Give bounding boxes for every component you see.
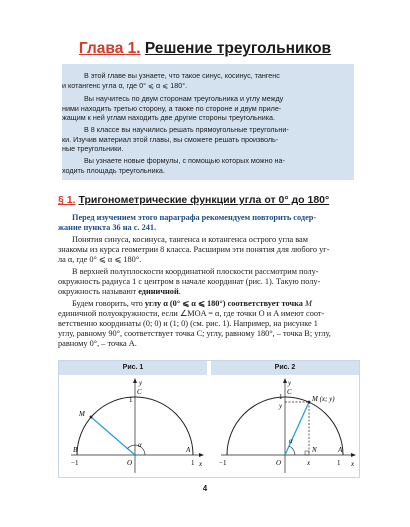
intro-line: В 8 классе вы научились решать прямоугольные треугольни- (84, 125, 289, 134)
intro-line: ними находить третью сторону, а также по стороне и двум приле- (62, 103, 282, 113)
radius-om (285, 402, 309, 455)
point-m-label: M (79, 410, 85, 418)
paragraph-line: единичной полуокружности, если ∠MOA = α, где точки O и A имеют соот- (58, 309, 325, 318)
point-m (308, 401, 311, 404)
point-a-label: A (338, 446, 343, 454)
point-m (90, 416, 93, 419)
figure-1-caption: Рис. 1 (59, 361, 207, 375)
y-axis-arrow (133, 378, 137, 383)
right-angle-mark (305, 451, 309, 455)
intro-line: В этой главе вы узнаете, что такое синус, косинус, тангенс (84, 71, 280, 80)
figure-2-point-coordinates (211, 375, 359, 477)
paragraph-line: окружность называют единичной. (58, 287, 181, 296)
paragraph-line: окружность радиуса 1 с центром в начале координат (рис. 1). Такую полу- (58, 277, 321, 286)
tick-one-y: 1 (279, 393, 283, 401)
tick-minus-one: −1 (219, 459, 227, 467)
paragraph-line: ла α, где 0° ⩽ α ⩽ 180°. (58, 255, 142, 264)
paragraph-line: Понятия синуса, косинуса, тангенса и котангенса острого угла вам (72, 235, 308, 244)
tick-one-x: 1 (191, 459, 195, 467)
x-axis-arrow (351, 453, 356, 457)
point-c-label: C (287, 388, 292, 396)
chapter-title (0, 40, 410, 58)
section-name: Тригонометрические функции угла от 0° до 180° (78, 194, 330, 206)
section-title (58, 194, 329, 206)
intro-line: Вы узнаете новые формулы, с помощью которых можно на- (84, 156, 285, 165)
angle-arc (289, 446, 295, 455)
figure-1-unit-semicircle (59, 375, 207, 477)
point-n-label: N (312, 446, 317, 454)
intro-line: ходить площадь треугольника. (62, 165, 165, 175)
angle-alpha-label: α (289, 437, 293, 445)
figure-2-caption: Рис. 2 (211, 361, 359, 375)
point-c-label: C (137, 388, 142, 396)
recommendation-note: Перед изучением этого параграфа рекомендуем повторить содер- (72, 213, 317, 222)
y-axis-label: y (288, 379, 292, 387)
paragraph-line: В верхней полуплоскости координатной плоскости рассмотрим полу- (72, 267, 319, 276)
chapter-name: Решение треугольников (144, 40, 332, 57)
paragraph-line: равному 0°, – точка A. (58, 339, 137, 348)
coord-y-label: y (279, 402, 283, 410)
x-axis-label: x (199, 460, 203, 468)
paragraph-line: ветственно координаты (0; 0) и (1; 0) (см. рис. 1). Например, на рисунке 1 (58, 319, 318, 328)
origin-label: O (276, 459, 282, 467)
paragraph-line: знакомы из курса геометрии 8 класса. Расширим эти понятия для любого уг- (58, 245, 330, 254)
figures-panel (58, 360, 360, 478)
page-number: 4 (202, 484, 208, 493)
angle-alpha-label: α (138, 441, 142, 449)
point-b-label: B (73, 446, 78, 454)
tick-one-x: 1 (337, 459, 341, 467)
chapter-number: Глава 1. (78, 40, 141, 57)
tick-minus-one: −1 (71, 459, 79, 467)
section-number: § 1. (58, 194, 76, 206)
intro-line: Вы научитесь по двум сторонам треугольника и углу между (84, 94, 284, 103)
point-a-label: A (186, 446, 191, 454)
coord-x-label: x (307, 459, 311, 467)
paragraph-line: Будем говорить, что углу α (0° ⩽ α ⩽ 180°) соответствует точка M (72, 299, 312, 308)
recommendation-note: жание пункта 36 на с. 241. (58, 223, 157, 232)
origin-label: O (127, 459, 133, 467)
x-axis-label: x (351, 460, 355, 468)
x-axis-arrow (199, 453, 204, 457)
y-axis-label: y (139, 379, 143, 387)
radius-om (91, 417, 135, 455)
point-m-label: M (x; y) (312, 395, 335, 403)
y-axis-arrow (283, 378, 287, 383)
intro-line: и котангенс угла α, где 0° ⩽ α ⩽ 180°. (62, 80, 188, 90)
intro-line: жащим к ней углам находить две другие стороны треугольника. (62, 113, 276, 122)
paragraph-line: углу, равному 90°, соответствует точка C; углу, равному 180°, – точка B; углу, (58, 329, 331, 338)
chapter-intro-box (62, 64, 354, 180)
intro-line: ки. Изучив материал этой главы, вы сможете решать произволь- (62, 134, 279, 144)
intro-line: ные треугольники. (62, 144, 124, 153)
tick-one-y: 1 (129, 396, 133, 404)
